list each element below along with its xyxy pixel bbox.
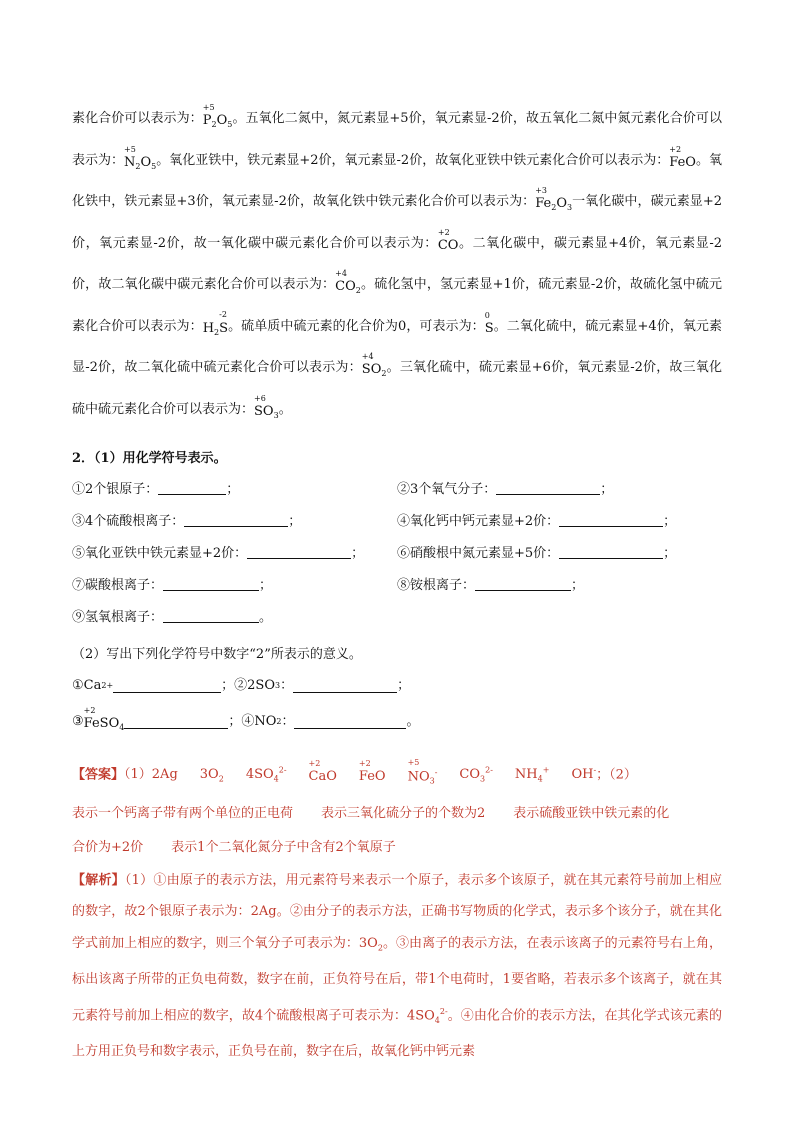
document-page xyxy=(72,98,722,1067)
text: 硫中，硫元素显+6价，氧元素显-2价，故三氧化硫中硫元素化合价可以表示为： xyxy=(72,360,722,417)
formula-co: +2 CO xyxy=(437,227,459,253)
sub-question-2: （2）写出下列化学符号中数字“2”所表示的意义。 xyxy=(72,647,362,662)
answer-blank[interactable] xyxy=(475,578,571,591)
answer-blank[interactable] xyxy=(184,514,288,527)
question-row: ⑦碳酸根离子： ； ⑧铵根离子： ； xyxy=(72,578,585,593)
text: 一氧化碳中，碳元素显+2价，氧元素显-2价，故一氧化碳中碳元素化合价可以表示为： xyxy=(72,194,723,251)
prompt: ⑤氧化亚铁中铁元素显+2价： xyxy=(72,546,248,561)
text: 。硫化氢中，氢元素显+1 xyxy=(360,277,512,292)
text: 。氧化铁中，铁元素显+3价，氧元素显-2价，故氧化铁中铁元素化合价可以表示为： xyxy=(72,152,722,209)
answer-blank[interactable] xyxy=(293,680,397,693)
prompt: ④氧化钙中钙元素显+2价： xyxy=(397,514,560,529)
answer-blank[interactable] xyxy=(294,716,406,729)
answer-blank[interactable] xyxy=(247,546,351,559)
answer-blank[interactable] xyxy=(559,546,663,559)
text: 。二氧化碳中， xyxy=(458,235,554,251)
text: 。三氧化 xyxy=(386,360,440,375)
answer-blank[interactable] xyxy=(163,578,259,591)
formula-p2o5: +5 $P_2O_5$ xyxy=(202,103,233,129)
formula-feso4: +2 FeSO$_4$ xyxy=(83,705,125,732)
answer-tag: 【答案】 xyxy=(72,767,125,783)
text: 素化合价可以表示为： xyxy=(72,111,203,126)
text: 。二氧化硫中，硫元素显+4价，氧元素显-2价，故二氧化硫中硫元素化合价可以表示为： xyxy=(72,318,722,375)
text: 示为： xyxy=(630,152,670,168)
analysis-block: 【解析】（1）①由原子的表示方法，用元素符号来表示一个原子，表示多个该原子，就在其元素符号前加上相应的数字，故2个银原子表示为：2Ag。②由分子的表示方法，正确书写物质的化学式，表示多个该分子，就在其化学式前加上相应的数字，则三个氧分子可表示为：$3O_2$。③由离子的表示方法，在表示该离子的元素符号右上角，标出该离子所带的正负电荷数，数字在前，正负符号在后，带1个电荷时，1要省略，若表示多个该离子，就在其元素符号前加上相应的数字，故4个硫酸根离子可表示为：$4SO_4^{2-}$。④由化合价的表示方法，在其化学式该元素的上方用正负号和数字表示，正负号在前，数字在后，故氧化钙中钙元素 xyxy=(72,872,722,1059)
text: 碳元素显+4价，氧元素显-2价，故二氧化碳中碳元素化合价可以表示为： xyxy=(72,235,722,292)
text: 。硫单质中硫元素的化合价为0，可表示为： xyxy=(228,318,485,334)
text: 。氧化亚铁中，铁元素显+2价，氧元素显-2价，故氧化亚铁中铁元素化合价可以表 xyxy=(156,152,631,168)
text: 。五氧化二氮中，氮元素显+5价，氧元素显-2价，故五氧化二氮中氮元素化合 xyxy=(232,111,683,126)
prompt: ⑦碳酸根离子： xyxy=(72,578,164,593)
prompt: ③4个硫酸根离子： xyxy=(72,514,185,529)
text: 价，硫元素显-2价，故硫化氢中硫元素化合价可以表示为： xyxy=(72,277,722,334)
analysis-tag: 【解析】 xyxy=(72,872,125,888)
prompt: ⑨氢氧根离子： xyxy=(72,610,164,625)
prompt: ②3个氧气分子： xyxy=(397,482,497,497)
intro-paragraph xyxy=(72,98,722,430)
meaning-row: ③ +2 FeSO$_4$ ；④NO 2 ： 。 xyxy=(72,705,420,732)
prompt: ⑧铵根离子： xyxy=(397,578,476,593)
answer-blank[interactable] xyxy=(158,482,226,495)
prompt: ⑥硝酸根中氮元素显+5价： xyxy=(397,546,560,561)
answer-blank[interactable] xyxy=(559,514,663,527)
answer-blank[interactable] xyxy=(124,716,228,729)
formula-s0: 0 S xyxy=(484,310,494,336)
question-row: ⑨氢氧根离子： 。 xyxy=(72,610,273,625)
answer-blank[interactable] xyxy=(113,680,221,693)
question-2 xyxy=(72,444,722,742)
formula-so2: +4 $SO_2$ xyxy=(361,352,387,378)
formula-n2o5: +5 $N_2O_5$ xyxy=(124,144,157,171)
formula-feo: +2 FeO xyxy=(669,144,696,170)
question-row: ①2个银原子： ； ②3个氧气分子： ； xyxy=(72,482,614,497)
formula-so3: +6 $SO_3$ xyxy=(254,393,279,420)
text: 价可以表示为： xyxy=(72,111,722,168)
answer-block: 【答案】（1）2Ag $3O_2$ $4SO_4^{2-}$ +2 CaO +2 FeO +5 $NO_3^-$ $CO_3^{2-}$ $NH_4^+$ OH-；（2） 表示一个钙离子带有两个单位的正电荷 表示三氧化硫分子的个数为2 表示硫酸亚铁中铁元素的化 合价为+2价 表示1个二氧化氮分子中含有2个氧原子 xyxy=(72,758,670,855)
formula-h2s: $H_2$ -2 S xyxy=(202,309,229,337)
text: 。 xyxy=(278,401,292,417)
formula-co2: +4 $CO_2$ xyxy=(335,269,361,295)
question-row: ③4个硫酸根离子： ； ④氧化钙中钙元素显+2价： ； xyxy=(72,514,677,529)
answer-blank[interactable] xyxy=(163,610,259,623)
question-row: ⑤氧化亚铁中铁元素显+2价： ； ⑥硝酸根中氮元素显+5价： ； xyxy=(72,546,677,561)
answer-blank[interactable] xyxy=(496,482,600,495)
question-heading: 2．（1）用化学符号表示。 xyxy=(72,451,227,466)
prompt: ①2个银原子： xyxy=(72,482,159,497)
formula-fe2o3: +3 $Fe_2O_3$ xyxy=(535,186,573,212)
meaning-row: ①Ca 2+ ；②2SO 3 ： ； xyxy=(72,678,411,693)
